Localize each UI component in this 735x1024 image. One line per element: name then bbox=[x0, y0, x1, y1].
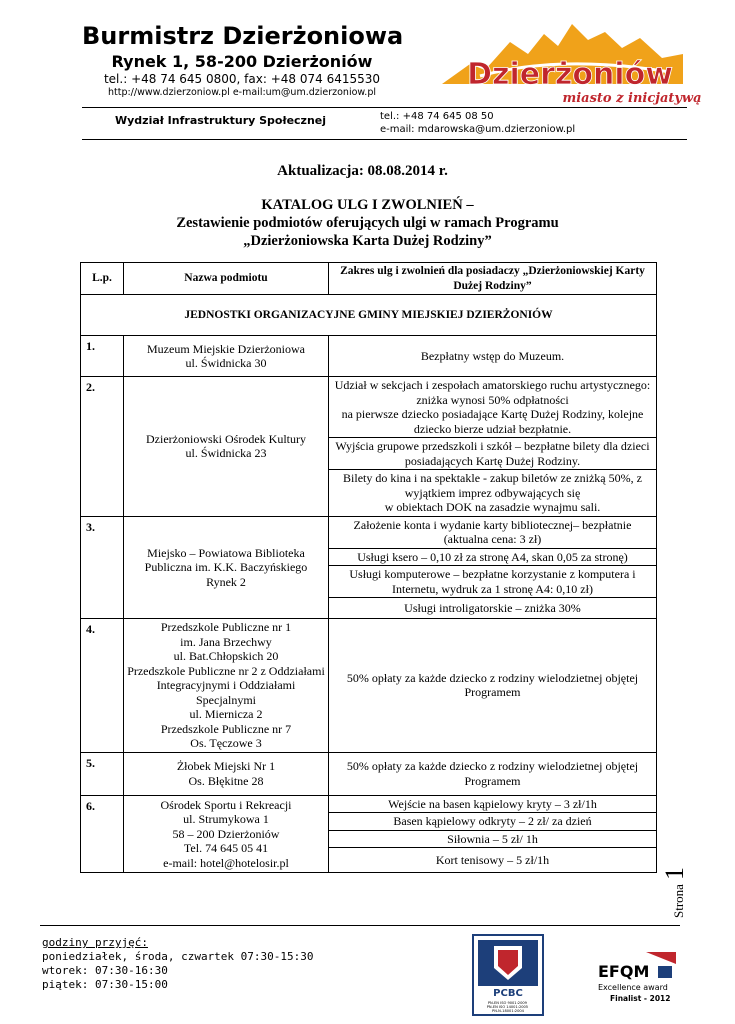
entity-name: Ośrodek Sportu i Rekreacji ul. Strumykowa 1 58 – 200 Dzierżoniów Tel. 74 645 05 41 e-mail: hotel@hotelosir.pl bbox=[124, 795, 329, 873]
mountain-icon bbox=[440, 14, 702, 109]
row-lp: 1. bbox=[81, 336, 124, 377]
entity-name: Muzeum Miejskie Dzierżoniowa ul. Świdnicka 30 bbox=[124, 336, 329, 377]
city-logo bbox=[440, 14, 702, 109]
row-lp: 4. bbox=[81, 619, 124, 753]
pcbc-certification-logo bbox=[472, 934, 544, 1016]
section-row bbox=[81, 295, 657, 336]
benefit-item: 50% opłaty za każde dziecko z rodziny wielodzietnej objętej Programem bbox=[329, 752, 657, 795]
catalog-title-line: „Dzierżoniowska Karta Dużej Rodziny” bbox=[243, 233, 492, 249]
catalog-title-line: KATALOG ULG I ZWOLNIEŃ – bbox=[261, 197, 474, 213]
logo-tagline: miasto z inicjatywą bbox=[562, 91, 702, 106]
entity-name: Żłobek Miejski Nr 1 Os. Błękitne 28 bbox=[124, 752, 329, 795]
office-hours bbox=[42, 936, 314, 992]
catalog-title bbox=[0, 196, 735, 250]
header-address: Rynek 1, 58-200 Dzierżoniów bbox=[111, 52, 373, 71]
header-name: Nazwa podmiotu bbox=[124, 263, 329, 295]
row-lp: 2. bbox=[81, 377, 124, 517]
benefit-item: Bezpłatny wstęp do Muzeum. bbox=[329, 336, 657, 377]
department-phone: tel.: +48 74 645 08 50 bbox=[380, 111, 494, 122]
table-row bbox=[81, 795, 657, 813]
benefit-item: Siłownia – 5 zł/ 1h bbox=[329, 830, 657, 848]
hours-line: piątek: 07:30-15:00 bbox=[42, 978, 168, 991]
benefit-item: 50% opłaty za każde dziecko z rodziny wielodzietnej objętej Programem bbox=[329, 619, 657, 753]
row-lp: 5. bbox=[81, 752, 124, 795]
entity-name: Dzierżoniowski Ośrodek Kultury ul. Świdnicka 23 bbox=[124, 377, 329, 517]
entity-name: Przedszkole Publiczne nr 1 im. Jana Brzechwy ul. Bat.Chłopskich 20 Przedszkole Publiczne nr 2 z Oddziałami Integracyjnymi i Oddziałami Specjalnymi ul. Miernicza 2 Przedszkole Publiczne nr 7 Os. Tęczowe 3 bbox=[124, 619, 329, 753]
benefit-item: Usługi introligatorskie – zniżka 30% bbox=[329, 598, 657, 619]
benefit-item: Kort tenisowy – 5 zł/1h bbox=[329, 848, 657, 873]
efqm-award: Excellence award bbox=[598, 983, 668, 992]
table-row bbox=[81, 516, 657, 548]
table-row bbox=[81, 377, 657, 438]
update-date: Aktualizacja: 08.08.2014 r. bbox=[277, 163, 448, 179]
department-divider bbox=[82, 139, 687, 140]
benefit-item: Wyjścia grupowe przedszkoli i szkół – bezpłatne bilety dla dzieci posiadających Kartę Dużej Rodziny. bbox=[329, 438, 657, 470]
efqm-award-logo bbox=[596, 950, 678, 1008]
footer-divider bbox=[40, 925, 680, 926]
benefit-item: Usługi komputerowe – bezpłatne korzystanie z komputera i Internetu, wydruk za 1 stronę A4: 0,10 zł) bbox=[329, 566, 657, 598]
header-phone-fax: tel.: +48 74 645 0800, fax: +48 074 6415530 bbox=[103, 72, 381, 86]
catalog-title-line: Zestawienie podmiotów oferujących ulgi w ramach Programu bbox=[176, 215, 559, 231]
svg-text:PN-EN ISO 9001:2009 PN-E: PN-EN ISO 9001:2009 PN-EN ISO 14001:2005 PN-N-18001:2004 bbox=[486, 1001, 529, 1013]
department-name: Wydział Infrastruktury Społecznej bbox=[115, 114, 327, 127]
department-email[interactable]: e-mail: mdarowska@um.dzierzoniow.pl bbox=[380, 124, 576, 135]
section-title: JEDNOSTKI ORGANIZACYJNE GMINY MIEJSKIEJ DZIERŻONIÓW bbox=[81, 295, 657, 336]
benefit-item: Wejście na basen kąpielowy kryty – 3 zł/1h bbox=[329, 795, 657, 813]
benefit-item: Bilety do kina i na spektakle - zakup biletów ze zniżką 50%, z wyjątkiem imprez odbywających się w obiektach DOK na zasadzie wynajmu sali. bbox=[329, 470, 657, 517]
table-row bbox=[81, 752, 657, 795]
table-row bbox=[81, 336, 657, 377]
entity-name: Miejsko – Powiatowa Biblioteka Publiczna im. K.K. Baczyńskiego Rynek 2 bbox=[124, 516, 329, 619]
hours-line: poniedziałek, środa, czwartek 07:30-15:30 bbox=[42, 950, 314, 963]
table-header-row bbox=[81, 263, 657, 295]
page-number-label bbox=[660, 867, 690, 918]
row-lp: 3. bbox=[81, 516, 124, 619]
catalog-table bbox=[80, 262, 657, 873]
benefit-item: Basen kąpielowy odkryty – 2 zł/ za dzień bbox=[329, 813, 657, 831]
benefit-item: Założenie konta i wydanie karty bibliotecznej– bezpłatnie (aktualna cena: 3 zł) bbox=[329, 516, 657, 548]
efqm-status: Finalist - 2012 bbox=[610, 994, 671, 1003]
header-lp: L.p. bbox=[81, 263, 124, 295]
pcbc-brand: PCBC bbox=[493, 988, 523, 999]
benefit-item: Usługi ksero – 0,10 zł za stronę A4, skan 0,05 za stronę) bbox=[329, 548, 657, 566]
header-web-email[interactable]: http://www.dzierzoniow.pl e-mail:um@um.dzierzoniow.pl bbox=[107, 87, 376, 98]
header-benefits: Zakres ulg i zwolnień dla posiadaczy „Dzierżoniowskiej Karty Dużej Rodziny” bbox=[329, 263, 657, 295]
hours-title: godziny przyjęć: bbox=[42, 936, 148, 949]
row-lp: 6. bbox=[81, 795, 124, 873]
benefit-item: Udział w sekcjach i zespołach amatorskiego ruchu artystycznego: zniżka wynosi 50% odpłatności na pierwsze dziecko posiadające Kartę Dużej Rodziny, kolejne dziecko bierze udział bezpłatnie. bbox=[329, 377, 657, 438]
efqm-brand: EFQM bbox=[598, 962, 650, 981]
header-divider bbox=[82, 107, 687, 108]
table-row bbox=[81, 619, 657, 753]
logo-text: Dzierżoniów bbox=[467, 57, 673, 92]
hours-line: wtorek: 07:30-16:30 bbox=[42, 964, 168, 977]
page-number: 1 bbox=[660, 867, 689, 881]
header-title: Burmistrz Dzierżoniowa bbox=[82, 22, 404, 50]
page-label-word: Strona bbox=[671, 884, 686, 918]
